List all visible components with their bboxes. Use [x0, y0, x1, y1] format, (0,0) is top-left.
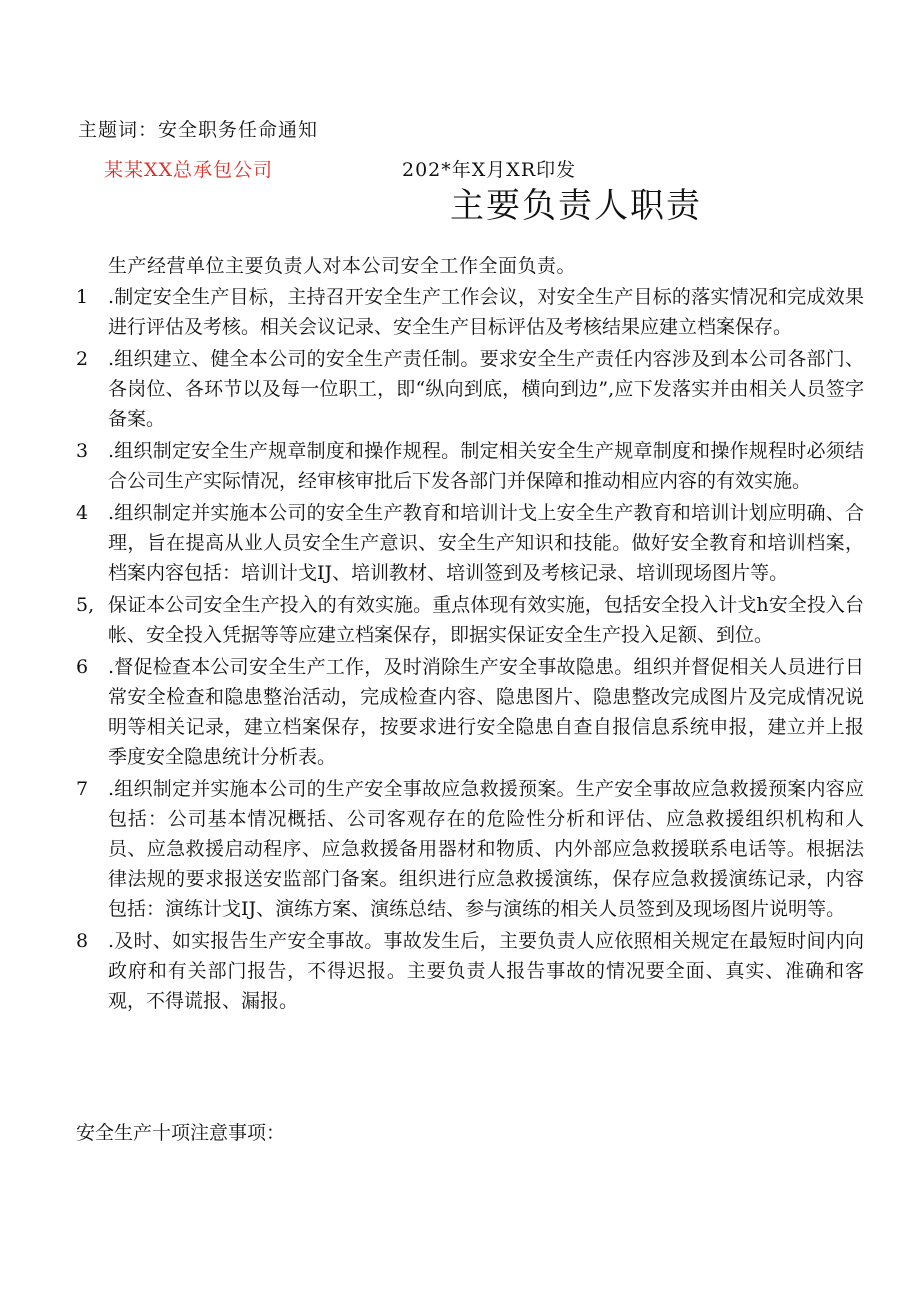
duty-item-4 — [74, 498, 864, 588]
duty-number: 8 — [76, 930, 89, 952]
duty-text: .及时、如实报告生产安全事故。事故发生后，主要负责人应依照相关规定在最短时间内向政府和有关部门报告，不得迟报。主要负责人报告事故的情况要全面、真实、准确和客观，不得谎报、漏报。 — [108, 930, 864, 1012]
duty-text: .组织制定并实施本公司的安全生产教育和培训计戈上安全生产教育和培训计划应明确、合理，旨在提高从业人员安全生产意识、安全生产知识和技能。做好安全教育和培训档案，档案内容包括：培训计戈IJ、培训教材、培训签到及考核记录、培训现场图片等。 — [108, 502, 864, 584]
duty-text: .组织制定安全生产规章制度和操作规程。制定相关安全生产规章制度和操作规程时必须结合公司生产实际情况，经审核审批后下发各部门并保障和推动相应内容的有效实施。 — [108, 440, 864, 492]
duty-item-5 — [74, 590, 864, 650]
duty-number: 6 — [76, 656, 89, 678]
duty-number: 5, — [76, 594, 95, 616]
duty-number: 2 — [76, 348, 89, 370]
duty-item-8 — [74, 926, 864, 1016]
duty-list — [74, 282, 864, 1016]
issue-date: 202*年X月XR印发 — [402, 159, 577, 181]
duty-number: 3 — [76, 440, 89, 462]
duty-number: 1 — [76, 286, 89, 308]
duty-text: .组织制定并实施本公司的生产安全事故应急救援预案。生产安全事故应急救援预案内容应包括：公司基本情况概括、公司客观存在的危险性分析和评估、应急救援组织机构和人员、应急救援启动程序、应急救援备用器材和物质、内外部应急救援联系电话等。根据法律法规的要求报送安监部门备案。组织进行应急救援演练，保存应急救援演练记录，内容包括：演练计戈IJ、演练方案、演练总结、参与演练的相关人员签到及现场图片说明等。 — [108, 778, 864, 920]
duty-number: 7 — [76, 778, 89, 800]
duty-text: .制定安全生产目标，主持召开安全生产工作会议，对安全生产目标的落实情况和完成效果进行评估及考核。相关会议记录、安全生产目标评估及考核结果应建立档案保存。 — [108, 286, 864, 338]
duty-item-2 — [74, 344, 864, 434]
issuer-name: 某某XX总承包公司 — [104, 159, 274, 181]
duty-item-3 — [74, 436, 864, 496]
duty-text: .组织建立、健全本公司的安全生产责任制。要求安全生产责任内容涉及到本公司各部门、各岗位、各环节以及每一位职工，即“纵向到底，横向到边”,应下发落实并由相关人员签字备案。 — [108, 348, 864, 430]
document-title: 主要负责人职责 — [450, 186, 702, 226]
duty-item-6 — [74, 652, 864, 772]
duty-item-1 — [74, 282, 864, 342]
footer-label: 安全生产十项注意事项： — [76, 1122, 286, 1144]
duty-text: 保证本公司安全生产投入的有效实施。重点体现有效实施，包括安全投入计戈h安全投入台帐、安全投入凭据等等应建立档案保存，即据实保证安全生产投入足额、到位。 — [108, 594, 864, 646]
duty-item-7 — [74, 774, 864, 924]
subject-line: 主题词：安全职务任命通知 — [78, 119, 319, 141]
duty-text: .督促检查本公司安全生产工作，及时消除生产安全事故隐患。组织并督促相关人员进行日常安全检查和隐患整治活动，完成检查内容、隐患图片、隐患整改完成图片及完成情况说明等相关记录，建立档案保存，按要求进行安全隐患自查自报信息系统申报，建立并上报季度安全隐患统计分析表。 — [108, 656, 864, 768]
intro-paragraph: 生产经营单位主要负责人对本公司安全工作全面负责。 — [108, 255, 577, 277]
duty-number: 4 — [76, 502, 89, 524]
